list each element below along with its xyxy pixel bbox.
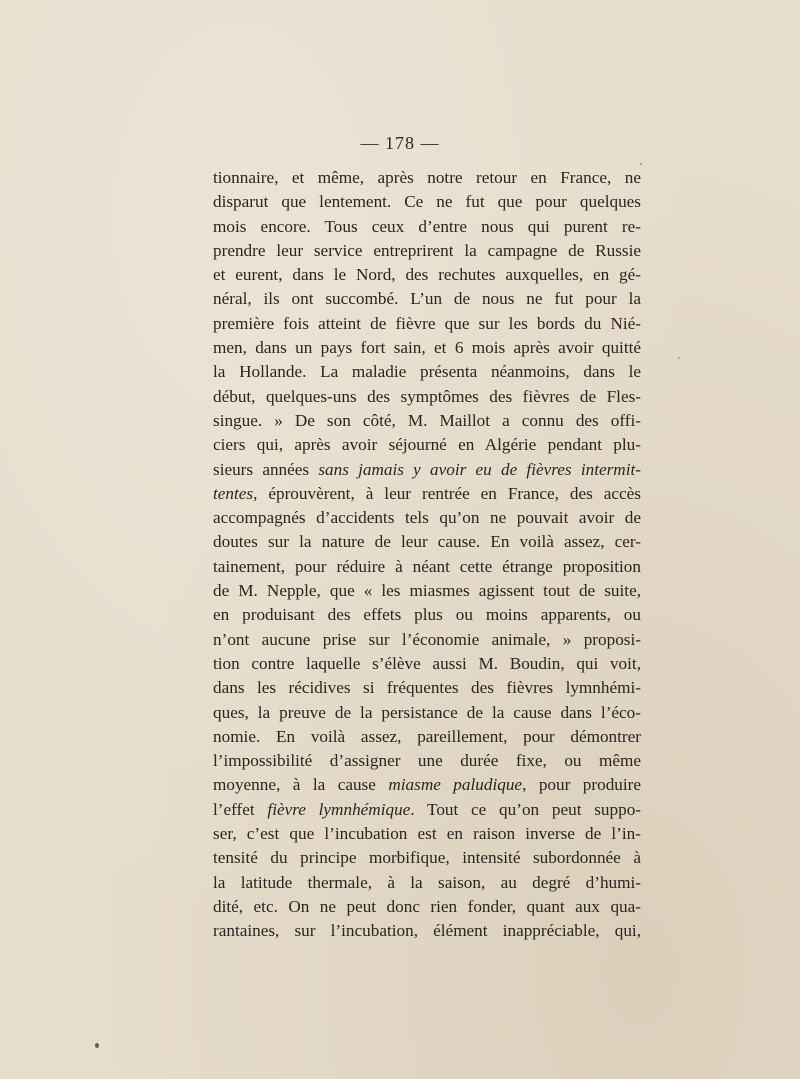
- text-line: [213, 628, 641, 652]
- text-segment: tion contre laquelle s’élève aussi M. Boudin, qui voit,: [213, 653, 641, 673]
- text-line: [213, 166, 641, 190]
- italic-text: miasme paludique: [388, 775, 523, 795]
- text-segment: dans les récidives si fréquentes des fièvres lymnhémi-: [213, 678, 641, 698]
- text-segment: mois encore. Tous ceux d’entre nous qui purent re-: [213, 216, 641, 236]
- text-line: [213, 555, 641, 579]
- text-segment: dité, etc. On ne peut donc rien fonder, quant aux qua-: [213, 896, 641, 916]
- text-segment: , pour produire: [522, 775, 641, 795]
- text-segment: men, dans un pays fort sain, et 6 mois après avoir quitté: [213, 338, 641, 358]
- text-line: [213, 652, 641, 676]
- text-line: [213, 871, 641, 895]
- text-segment: la Hollande. La maladie présenta néanmoins, dans le: [213, 362, 641, 382]
- text-segment: prendre leur service entreprirent la campagne de Russie: [213, 240, 641, 260]
- page-number: — 178 —: [360, 133, 440, 153]
- text-line: [213, 433, 641, 457]
- text-segment: singue. » De son côté, M. Maillot a connu des offi-: [213, 410, 641, 430]
- paper-speck: [640, 163, 642, 165]
- text-segment: de M. Nepple, que « les miasmes agissent tout de suite,: [213, 581, 641, 601]
- text-line: [213, 919, 641, 943]
- text-line: [213, 530, 641, 554]
- text-line: [213, 360, 641, 384]
- text-line: [213, 506, 641, 530]
- text-line: [213, 749, 641, 773]
- text-line: [213, 263, 641, 287]
- italic-text: fièvre lymnhémique: [267, 799, 411, 819]
- text-line: [213, 822, 641, 846]
- text-segment: ciers qui, après avoir séjourné en Algérie pendant plu-: [213, 435, 641, 455]
- text-line: [213, 579, 641, 603]
- text-segment: doutes sur la nature de leur cause. En voilà assez, cer-: [213, 532, 641, 552]
- text-segment: première fois atteint de fièvre que sur les bords du Nié-: [213, 313, 641, 333]
- text-line: [213, 409, 641, 433]
- text-line: [213, 336, 641, 360]
- text-segment: disparut que lentement. Ce ne fut que pour quelques: [213, 192, 641, 212]
- text-line: [213, 798, 641, 822]
- paper-speck: [678, 357, 680, 359]
- text-segment: tionnaire, et même, après notre retour en France, ne: [213, 168, 641, 187]
- italic-text: tentes,: [213, 483, 258, 503]
- text-segment: . Tout ce qu’on peut suppo-: [410, 799, 641, 819]
- text-segment: ser, c’est que l’incubation est en raison inverse de l’in-: [213, 824, 641, 844]
- text-line: [213, 215, 641, 239]
- text-segment: sieurs années: [213, 459, 319, 479]
- text-block: [213, 166, 641, 944]
- text-line: [213, 725, 641, 749]
- text-segment: l’effet: [213, 799, 268, 819]
- text-line: [213, 676, 641, 700]
- text-segment: tainement, pour réduire à néant cette étrange proposition: [213, 556, 641, 576]
- text-segment: ques, la preuve de la persistance de la cause dans l’éco-: [213, 702, 641, 722]
- text-segment: l’impossibilité d’assigner une durée fixe, ou même: [213, 751, 641, 771]
- text-segment: moyenne, à la cause: [213, 775, 389, 795]
- text-segment: début, quelques-uns des symptômes des fièvres de Fles-: [213, 386, 641, 406]
- text-segment: néral, ils ont succombé. L’un de nous ne fut pour la: [213, 289, 641, 309]
- text-line: [213, 458, 641, 482]
- text-line: [213, 312, 641, 336]
- text-segment: rantaines, sur l’incubation, élément inappréciable, qui,: [213, 921, 641, 941]
- text-segment: accompagnés d’accidents tels qu’on ne pouvait avoir de: [213, 508, 641, 528]
- text-line: [213, 603, 641, 627]
- text-line: [213, 287, 641, 311]
- text-line: [213, 846, 641, 870]
- text-line: [213, 385, 641, 409]
- text-segment: en produisant des effets plus ou moins apparents, ou: [213, 605, 641, 625]
- text-line: [213, 701, 641, 725]
- text-line: [213, 895, 641, 919]
- text-segment: tensité du principe morbifique, intensité subordonnée à: [213, 848, 641, 868]
- text-segment: et eurent, dans le Nord, des rechutes auxquelles, en gé-: [213, 265, 641, 285]
- text-segment: éprouvèrent, à leur rentrée en France, des accès: [257, 483, 641, 503]
- text-line: [213, 190, 641, 214]
- text-line: [213, 239, 641, 263]
- text-segment: n’ont aucune prise sur l’économie animale, » proposi-: [213, 629, 641, 649]
- text-line: [213, 773, 641, 797]
- text-line: [213, 482, 641, 506]
- italic-text: sans jamais y avoir eu de fièvres intermit-: [318, 459, 641, 479]
- paper-speck: [95, 1043, 99, 1048]
- text-segment: la latitude thermale, à la saison, au degré d’humi-: [213, 872, 641, 892]
- text-segment: nomie. En voilà assez, pareillement, pour démontrer: [213, 726, 641, 746]
